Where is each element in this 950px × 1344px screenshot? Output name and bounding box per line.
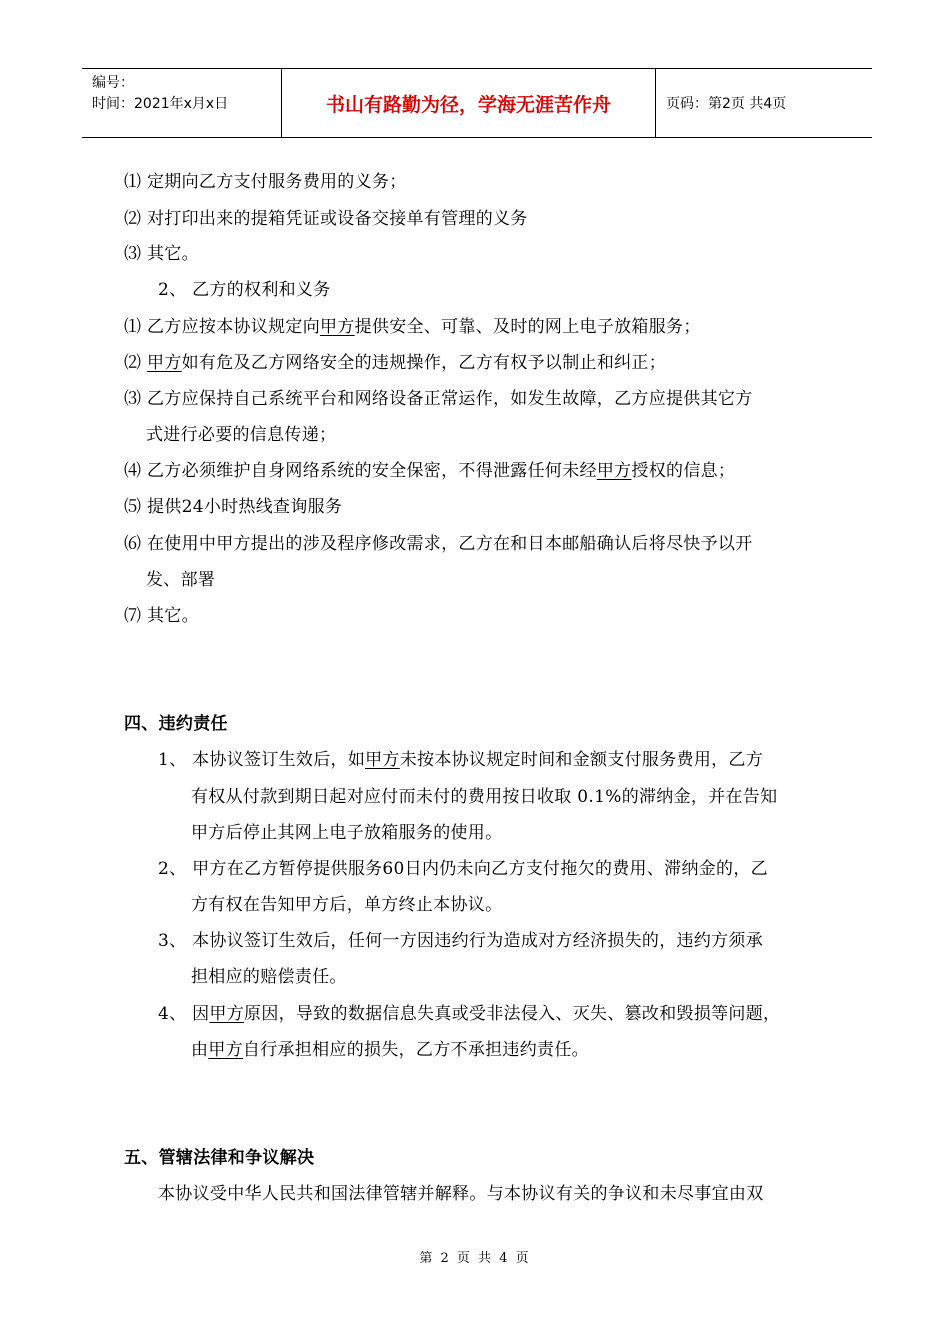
- body-line: ⑺ 其它。: [124, 606, 199, 626]
- body-line: [158, 745, 763, 770]
- body-line: ⑵ 对打印出来的提箱凭证或设备交接单有管理的义务: [124, 209, 528, 229]
- text-run: 4、 因: [158, 1004, 210, 1024]
- body-line: 2、 乙方的权利和义务: [158, 280, 331, 300]
- body-line: [124, 456, 735, 481]
- body-line: ⑶ 乙方应保持自己系统平台和网络设备正常运作，如发生故障，乙方应提供其它方: [124, 389, 753, 409]
- underlined-party: 甲方: [320, 317, 355, 337]
- underlined-party: 甲方: [209, 1004, 245, 1024]
- body-line: [191, 1035, 589, 1060]
- text-run: 提供安全、可靠、及时的网上电子放箱服务；: [354, 317, 701, 337]
- underlined-party: 甲方: [365, 750, 400, 770]
- body-line: [124, 312, 701, 337]
- text-run: 自行承担相应的损失，乙方不承担违约责任。: [242, 1040, 589, 1060]
- body-line: 3、 本协议签订生效后，任何一方因违约行为造成对方经济损失的，违约方须承: [158, 931, 764, 951]
- body-line: [124, 348, 666, 373]
- body-line: ⑹ 在使用中甲方提出的涉及程序修改需求，乙方在和日本邮船确认后将尽快予以开: [124, 534, 753, 554]
- underlined-party: 甲方: [596, 461, 632, 481]
- text-run: 1、 本协议签订生效后，如: [158, 750, 366, 770]
- header-meta: [82, 69, 282, 137]
- section-heading: 五、管辖法律和争议解决: [124, 1148, 315, 1168]
- text-run: ⑴ 乙方应按本协议规定向: [124, 317, 321, 337]
- text-run: ⑷ 乙方必须维护自身网络系统的安全保密，不得泄露任何未经: [124, 461, 597, 481]
- body-line: 本协议受中华人民共和国法律管辖并解释。与本协议有关的争议和未尽事宜由双: [158, 1184, 764, 1204]
- body-line: 方有权在告知甲方后，单方终止本协议。: [191, 895, 503, 915]
- time-label: 时间：2021年x月x日: [92, 96, 229, 112]
- text-run: 授权的信息；: [631, 461, 736, 481]
- body-line: ⑴ 定期向乙方支付服务费用的义务；: [124, 172, 407, 192]
- text-run: 未按本协议规定时间和金额支付服务费用，乙方: [399, 750, 764, 770]
- page-header: [82, 68, 872, 138]
- body-line: 式进行必要的信息传递；: [146, 425, 337, 445]
- body-line: 有权从付款到期日起对应付而未付的费用按日收取 0.1%的滞纳金，并在告知: [191, 787, 778, 807]
- text-run: ⑵: [124, 353, 148, 373]
- underlined-party: 甲方: [208, 1040, 243, 1060]
- body-line: 发、部署: [146, 570, 216, 590]
- text-run: 如有危及乙方网络安全的违规操作，乙方有权予以制止和纠正；: [181, 353, 667, 373]
- body-line: ⑶ 其它。: [124, 244, 199, 264]
- page-footer: 第 2 页 共 4 页: [419, 1251, 531, 1266]
- body-line: ⑸ 提供24小时热线查询服务: [124, 497, 343, 517]
- section-heading: 四、违约责任: [124, 714, 228, 734]
- text-run: 由: [191, 1040, 209, 1060]
- body-line: 2、 甲方在乙方暂停提供服务60日内仍未向乙方支付拖欠的费用、滞纳金的，乙: [158, 859, 768, 879]
- body-line: [158, 999, 780, 1024]
- body-line: 甲方后停止其网上电子放箱服务的使用。: [191, 823, 503, 843]
- underlined-party: 甲方: [147, 353, 182, 373]
- number-label: 编号：: [92, 75, 134, 91]
- header-motto: 书山有路勤为径，学海无涯苦作舟: [282, 69, 656, 137]
- header-page-info: 页码：第2页 共4页: [666, 96, 787, 112]
- text-run: 原因，导致的数据信息失真或受非法侵入、灭失、篡改和毁损等问题，: [244, 1004, 781, 1024]
- body-line: 担相应的赔偿责任。: [191, 967, 347, 987]
